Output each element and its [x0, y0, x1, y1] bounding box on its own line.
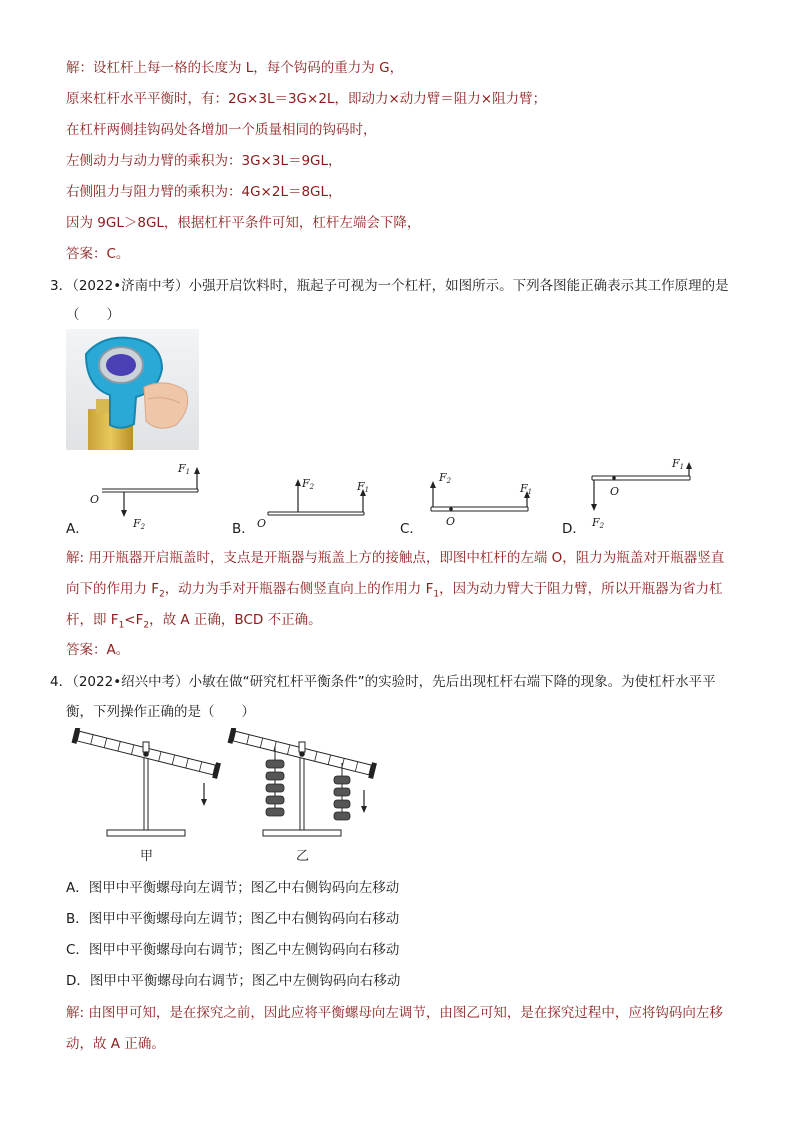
svg-text:O: O: [610, 485, 620, 498]
solution-line: 右侧阻力与阻力臂的乘积为：4G×2L＝8GL，: [66, 184, 342, 200]
question-4-option-d: D．图甲中平衡螺母向右调节；图乙中左侧钩码向右移动: [66, 973, 401, 989]
option-a-label: A．: [66, 521, 89, 537]
solution-line: 因为 9GL＞8GL，根据杠杆平条件可知，杠杆左端会下降，: [66, 215, 421, 231]
question-3-solution: 解: 用开瓶器开启瓶盖时，支点是开瓶器与瓶盖上方的接触点，即图中杠杆的左端 O，阻力为瓶盖对开瓶器竖直: [66, 550, 725, 566]
option-b-label: B．: [232, 521, 255, 537]
solution-line: 原来杠杆水平平衡时，有：2G×3L＝3G×2L，即动力×动力臂＝阻力×阻力臂；: [66, 91, 547, 107]
question-4-stem-cont: 衡，下列操作正确的是（ ）: [66, 704, 255, 720]
svg-text:F1: F1: [178, 462, 191, 476]
svg-text:O: O: [257, 517, 267, 530]
figure-label-jia: 甲: [140, 849, 154, 864]
option-d-label: D．: [562, 521, 586, 537]
lever-figure-jia: [66, 728, 226, 870]
svg-text:F1: F1: [357, 480, 370, 494]
question-3-blank: （ ）: [66, 307, 120, 323]
svg-text:F1: F1: [520, 482, 533, 496]
question-3-stem: 3．（2022•济南中考）小强开启饮料时，瓶起子可视为一个杠杆，如图所示。下列各图能正确表示其工作原理的是: [50, 278, 729, 294]
svg-text:F2: F2: [302, 477, 315, 491]
svg-text:O: O: [446, 515, 456, 528]
question-4-solution: 动，故 A 正确。: [66, 1036, 165, 1052]
bottle-opener-photo: [66, 329, 199, 450]
fulcrum-label: O: [90, 493, 100, 506]
question-3-solution: 杆，即 $F_1<F_2$，故 A 正确，BCD 不正确。: [66, 612, 322, 631]
question-4-stem: 4．（2022•绍兴中考）小敏在做“研究杠杆平衡条件”的实验时，先后出现杠杆右端下降的现象。为使杠杆水平平: [50, 674, 716, 690]
answer-line: 答案：C。: [66, 246, 130, 262]
svg-text:F2: F2: [439, 471, 452, 485]
svg-text:F2: F2: [592, 516, 605, 530]
answer-line: 答案：A。: [66, 642, 130, 658]
solution-line: 在杠杆两侧挂钩码处各增加一个质量相同的钩码时，: [66, 122, 377, 138]
question-4-option-b: B．图甲中平衡螺母向左调节；图乙中右侧钩码向右移动: [66, 911, 400, 927]
solution-line: 解：设杠杆上每一格的长度为 L，每个钩码的重力为 G，: [66, 60, 404, 76]
question-3-solution: 向下的作用力 $F_2$，动力为手对开瓶器右侧竖直向上的作用力 $F_1$，因为动力臂大于阻力臂，所以开瓶器为省力杠: [66, 581, 723, 600]
question-4-option-a: A．图甲中平衡螺母向左调节；图乙中右侧钩码向左移动: [66, 880, 400, 896]
solution-line: 左侧动力与动力臂的乘积为：3G×3L＝9GL，: [66, 153, 342, 169]
figure-label-yi: 乙: [296, 849, 310, 864]
lever-figure-yi: [222, 728, 382, 870]
svg-text:F1: F1: [672, 457, 685, 471]
question-4-option-c: C．图甲中平衡螺母向右调节；图乙中左侧钩码向右移动: [66, 942, 400, 958]
option-c-label: C．: [400, 521, 423, 537]
question-4-solution: 解: 由图甲可知，是在探究之前，因此应将平衡螺母向左调节，由图乙可知，是在探究过程中，应将钩码向左移: [66, 1005, 723, 1021]
svg-text:F2: F2: [133, 517, 146, 531]
